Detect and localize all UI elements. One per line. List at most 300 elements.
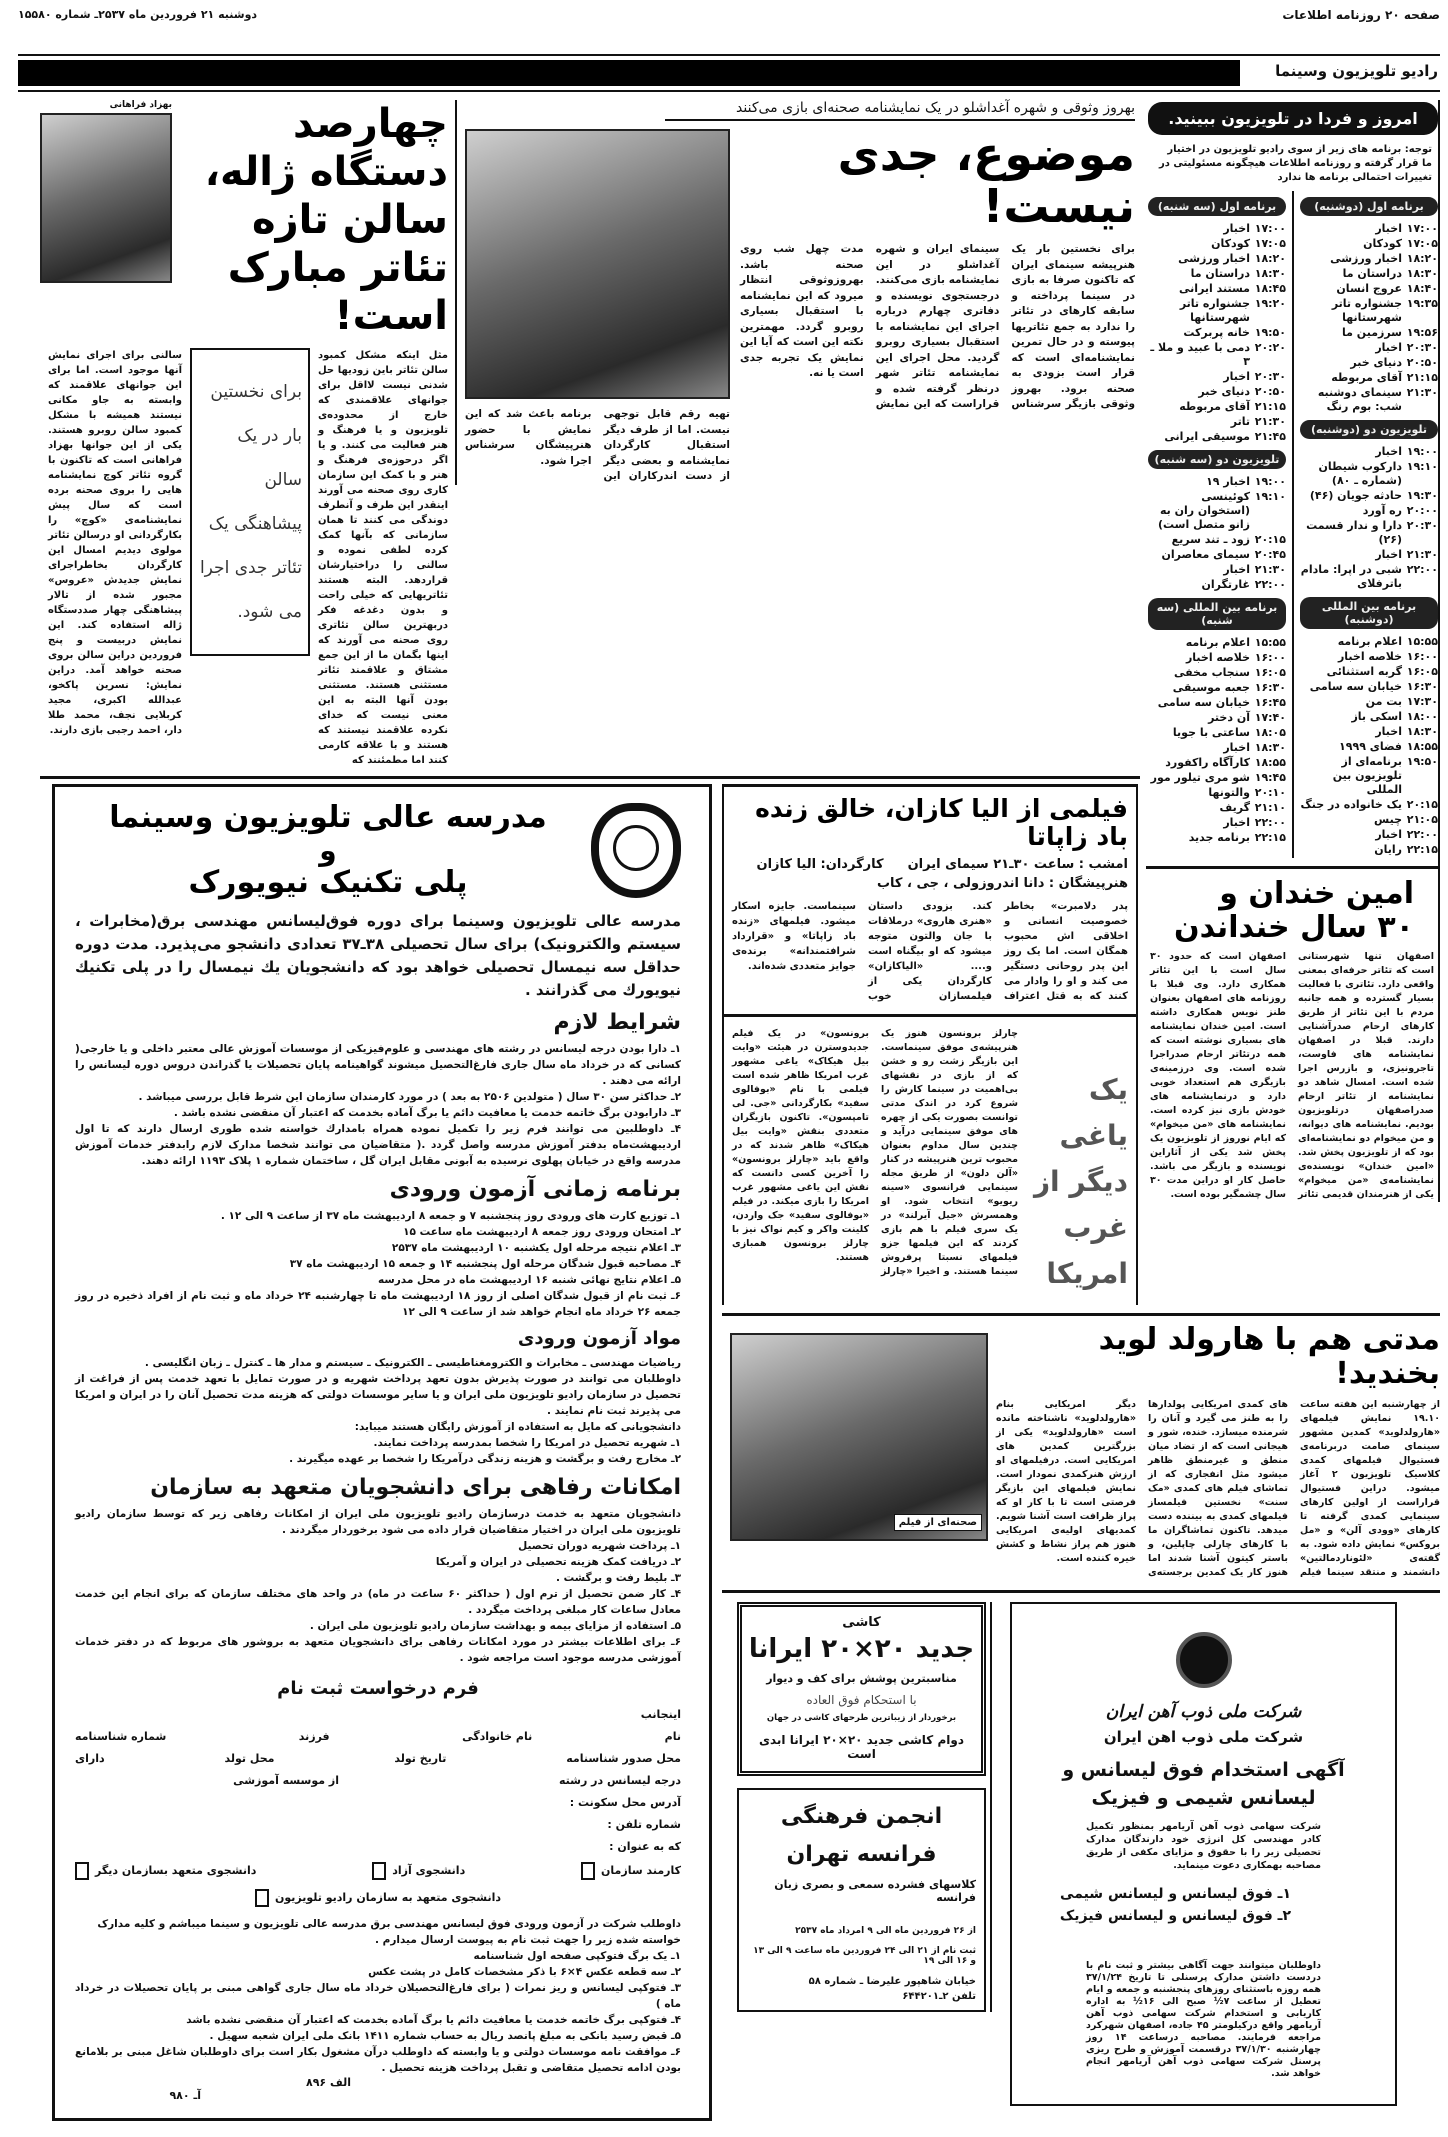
schedule-time: ۲۰:۱۵ xyxy=(1254,533,1286,546)
list-item: ۲ـ امتحان ورودی روز جمعه ۸ اردیبهشت ماه ساعت ۱۵ xyxy=(403,1225,681,1238)
french-title: انجمن فرهنگی فرانسه تهران xyxy=(780,1804,943,1867)
schedule-row xyxy=(1300,650,1438,664)
schedule-time: ۱۸:۳۰ xyxy=(1406,267,1438,280)
vosoughi-headline: موضوع، جدی نیست! xyxy=(837,127,1135,233)
schedule-row xyxy=(1148,696,1286,710)
schedule-program: اخبار ورزشی xyxy=(1178,252,1250,265)
schedule-program: آقای مربوطه xyxy=(1179,400,1250,413)
schedule-time: ۱۷:۰۰ xyxy=(1406,222,1438,235)
schedule-time: ۱۷:۰۵ xyxy=(1254,237,1286,250)
schedule-row xyxy=(1148,237,1286,251)
schedule-row xyxy=(1300,504,1438,518)
schedule-row xyxy=(1148,666,1286,680)
school-body xyxy=(75,910,681,2102)
list-item: ۶ـ برای اطلاعات بیشتر در مورد امکانات رفاهی برای دانشجویان متعهد به بروشور های مربوط که در دفتر خدمات آموزشی مدرسه موجود است مراجعه شود . xyxy=(75,1635,681,1664)
schedule-program: خیابان سه سامی xyxy=(1309,680,1402,693)
schedule-row xyxy=(1148,771,1286,785)
schedule-row xyxy=(1148,490,1286,532)
steel-intro: شرکت سهامی ذوب آهن آریامهر بمنظور تکمیل کادر مهندسی کل انرژی خود دارندگان مدارک تحصیلی زیر را با حقوق و مزایای مکفی از طریق مصاحبه بهمکاری دعوت مینماید. xyxy=(1086,1821,1321,1871)
schedule-heading: تلویزیون دو (دوشنبه) xyxy=(1300,420,1438,439)
schedule-time: ۱۹:۰۰ xyxy=(1254,475,1286,488)
schedule-time: ۱۶:۰۵ xyxy=(1254,666,1286,679)
schedule-time: ۲۰:۵۰ xyxy=(1254,385,1286,398)
schedule-row xyxy=(1300,267,1438,281)
checkbox[interactable] xyxy=(581,1862,595,1880)
schedule-row xyxy=(1300,297,1438,325)
schedule-time: ۱۸:۴۵ xyxy=(1254,282,1286,295)
kazan-top-rule xyxy=(724,784,1136,787)
schedule-row xyxy=(1300,798,1438,812)
schedule-program: اخبار ورزشی xyxy=(1330,252,1402,265)
school-title-2: و xyxy=(319,833,337,867)
schedule-program: آقای مربوطه xyxy=(1331,371,1402,384)
school-logo xyxy=(591,803,681,898)
lloyd-article xyxy=(730,1323,1440,1580)
schedule-time: ۱۷:۳۰ xyxy=(1406,695,1438,708)
schedule-program: شبی در اپرا: مادام باترفلای xyxy=(1300,563,1402,590)
schedule-program: کودکان xyxy=(1363,237,1402,250)
schedule-heading: برنامه اول (دوشنبه) xyxy=(1300,197,1438,216)
french-address: خیابان شاهپور علیرضا ـ شماره ۵۸ xyxy=(808,1976,976,1987)
schedule-row xyxy=(1148,756,1286,770)
schedule-time: ۱۷:۰۰ xyxy=(1254,222,1286,235)
schedule-program: اخبار xyxy=(1223,563,1250,576)
steel-position-1: ۱ـ فوق لیسانس و لیسانس شیمی xyxy=(1060,1886,1291,1902)
list-item: ۶ـ ثبت نام از قبول شدگان اصلی از روز ۱۸ اردیبهشت ماه تا چهارشنبه ۲۴ خرداد ماه و ثبت نام از افراد ذخیره در روز جمعه ۲۶ خرداد ماه انجام خواهد شد از ساعت ۹ الی ۱۲ xyxy=(75,1289,681,1318)
yaghi-body: چارلز برونسون هنوز یک هنرپیشه‌ی موفق سینماست. این بازیگر زشت رو و خشن که از بازی در نقشهای بی‌اهمیت در سینما کارش را شروع کرد در اندک مدتی توانست بصورت یکی از چهره های موفق سینمایی درآید و چندین سال مداوم بعنوان محبوب ترین هنرپیشه در کنار «آلن دلون» از طریق مجله سینمایی فرانسوی «سینه ریویو» انتخاب شود. او وهمسرش «جیل آیرلند» در یک سری فیلم با هم بازی کردند که این فیلمها جزو فیلمهای نسبتا پرفروش سینما هستند. و اخیرا «چارلز برونسون» در یک فیلم جدیدوسترن در هیئت «وایت بیل هیکاک» یاغی مشهور غرب امریکا ظاهر شده است فیلمی با نام «بوفالوی سفید» بکارگردانی «جی. لی تامپسون». تاکنون بازیگران متعددی بنقش «وایت بیل هیکاک» ظاهر شدند که در واقع باید «چارلز برونسون» را آخرین کسی دانست که نقش این یاغی مشهور غرب امریکا را بازی میکند. در فیلم «بوفالوی سفید» جک واردن، کلینت واکر و کیم نواک نیز با چارلز برونسون همبازی هستند. xyxy=(732,1028,1018,1277)
schedule-program: رایان xyxy=(1374,843,1402,856)
schedule-title: برنامه زمانی آزمون ورودی xyxy=(389,1176,681,1202)
list-item: ۶ـ موافقت نامه موسسات دولتی و یا وابسته که داوطلب درآن مشغول بکار است برای داوطلبان شاغل مبنی بر بلامانع بودن ادامه تحصیل متقاضی و تقبل پرداخت هزینه تحصیل . xyxy=(75,2045,681,2074)
page-label: صفحه ۲۰ روزنامه اطلاعات xyxy=(1282,8,1440,22)
option-free-student[interactable] xyxy=(372,1862,465,1880)
list-item: ۵ـ اعلام نتایج نهائی شنبه ۱۶ اردیبهشت ماه در محل مدرسه xyxy=(378,1273,681,1286)
subjects-title: مواد آزمون ورودی xyxy=(517,1327,681,1349)
school-ad xyxy=(52,784,712,2121)
form-phone[interactable]: شماره تلفن : xyxy=(607,1817,681,1831)
schedule-program: جشنواره تاتر شهرستانها xyxy=(1179,297,1250,324)
option-label: دانشجوی آزاد xyxy=(392,1863,466,1877)
list-item: دانشجویان متعهد به خدمت درسازمان رادیو تلویزیون ملی ایران از امکانات رفاهی زیر که توسط سازمان رادیو تلویزیون ملی ایران در اختیار متقاضیان قرار داده می شود برخوردار میگردند . xyxy=(75,1507,681,1536)
schedule-program: اخبار xyxy=(1375,725,1402,738)
list-item: ۲ـ دریافت کمک هزینه تحصیلی در ایران و آمریکا xyxy=(435,1555,681,1568)
schedule-program: دارا و ندار قسمت (۲۶) xyxy=(1306,519,1402,546)
schedule-row xyxy=(1300,386,1438,414)
schedule-time: ۱۹:۱۰ xyxy=(1406,460,1438,473)
schedule-time: ۲۱:۴۵ xyxy=(1254,430,1286,443)
form-birth-place[interactable]: محل تولد xyxy=(224,1751,275,1765)
schedule-time: ۲۱:۳۰ xyxy=(1406,386,1438,399)
schedule-time: ۱۹:۵۰ xyxy=(1254,326,1286,339)
schedule-row xyxy=(1148,252,1286,266)
steel-logo-text: شرکت ملی ذوب آهن ایران xyxy=(1105,1702,1302,1722)
schedule-row xyxy=(1148,726,1286,740)
list-item: ۵ـ استفاده از مزایای بیمه و بهداشت سازمان رادیو تلویزیون ملی ایران . xyxy=(309,1619,681,1632)
steel-title: آگهی استخدام فوق لیسانس و لیسانس شیمی و فیزیک xyxy=(1062,1759,1345,1809)
section-bar xyxy=(18,60,1240,86)
zhaleh-body-left: سالنی برای اجرای نمایش آنها موجود است. اما برای این جوانهای علاقمند که وابسته به جاو مکانی نیستند همیشه با مشکل کمبود سالن روبرو هستند. یکی از این جوانها بهزاد فراهانی است که تاکنون با گروه تئاتر کوچ نمایشنامه هایی را بروی صحنه برده است که سال پیش نمایشنامه‌ی «کوچ» را بکارگردانی او درسالن تئاتر مولوی دیدیم امسال این کارگردان بخاطراجرای نمایش جدیدش «عروس» مجبور شده از تالار پیشاهنگی چهار صددستگاه ژاله استفاده کند. این نمایش دربیست و پنج فروردین دراین سالن بروی صحنه خواهد آمد. دراین نمایش: نسرین پاکخو، عبدالله اکبری، مجید کربلایی نجف، محمد طلا دار، احمد رجبی بازی دارند. xyxy=(48,350,182,736)
tv-note: توجه: برنامه های زیر از سوی رادیو تلویزیون در اختیار ما قرار گرفته و روزنامه اطلاعات هیچگونه مسئولیتی در تغییرات احتمالی برنامه ها ندارد xyxy=(1158,144,1432,183)
schedule-time: ۱۹:۵۰ xyxy=(1406,755,1438,768)
schedule-row xyxy=(1148,533,1286,547)
schedule-time: ۱۶:۴۵ xyxy=(1254,696,1286,709)
schedule-program: اعلام برنامه xyxy=(1337,635,1402,648)
kashi-line-5: برخوردار از زیباترین طرحهای کاشی در جهان xyxy=(766,1713,957,1723)
bottom-ads xyxy=(737,1602,1397,2106)
schedule-program: غارتگران xyxy=(1201,578,1250,591)
schedule-row xyxy=(1300,222,1438,236)
schedule-time: ۱۹:۱۰ xyxy=(1254,490,1286,503)
schedule-program: اخبار xyxy=(1375,548,1402,561)
schedule-time: ۲۰:۲۰ xyxy=(1254,341,1286,354)
schedule-row xyxy=(1148,711,1286,725)
amin-article xyxy=(1146,877,1438,1202)
schedule-program: سیمای معاصران xyxy=(1161,548,1250,561)
list-item: ۵ـ قبض رسید بانکی به مبلغ پانصد ریال به حساب شماره ۱۴۱۱ بانک ملی ایران شعبه سهیل . xyxy=(209,2029,681,2042)
schedule-time: ۱۶:۰۰ xyxy=(1406,650,1438,663)
kazan-headline: فیلمی از الیا کازان، خالق زنده باد زاپاتا xyxy=(755,794,1128,851)
schedule-program: شو مری تیلور مور xyxy=(1150,771,1250,784)
welfare-list xyxy=(75,1506,681,1666)
schedule-program: اسکی باز xyxy=(1351,710,1402,723)
french-dates: از ۲۶ فروردین ماه الی ۹ امرداد ماه ۲۵۳۷ xyxy=(795,1926,976,1936)
schedule-time: ۲۱:۳۰ xyxy=(1406,548,1438,561)
schedule-time: ۲۱:۱۵ xyxy=(1406,371,1438,384)
zhaleh-byline: بهزاد فراهانی xyxy=(109,100,172,110)
schedule-program: خلاصه اخبار xyxy=(1337,650,1402,663)
schedule-program: گریف xyxy=(1219,801,1250,814)
list-item: ۱ـ یک برگ فتوکپی صفحه اول شناسنامه xyxy=(473,1949,681,1962)
option-staff[interactable] xyxy=(581,1862,681,1880)
form-title: فرم درخواست ثبت نام xyxy=(277,1677,479,1699)
school-title-1: مدرسه عالی تلویزیون وسینما xyxy=(109,800,547,835)
french-subtitle: کلاسهای فشرده سمعی و بصری زبان فرانسه xyxy=(774,1878,976,1904)
schedule-program: اعلام برنامه xyxy=(1185,636,1250,649)
schedule-row xyxy=(1148,341,1286,369)
schedule-program: بت من xyxy=(1365,695,1402,708)
schedule-time: ۱۹:۳۵ xyxy=(1406,297,1438,310)
form-institute[interactable]: از موسسه آموزشی xyxy=(233,1773,340,1787)
schedule-row xyxy=(1148,430,1286,444)
schedule-row xyxy=(1300,680,1438,694)
list-item: ریاضیات مهندسی ـ مخابرات و الکترومغناطیسی ـ الکترونیک ـ سیستم و مدار ها ـ کنترل ـ زبان انگلیسی . xyxy=(144,1356,681,1369)
schedule-row xyxy=(1148,400,1286,414)
schedule-row xyxy=(1148,297,1286,325)
schedule-row xyxy=(1300,843,1438,857)
schedule-program: اخبار xyxy=(1375,222,1402,235)
form-family[interactable]: نام خانوادگی xyxy=(462,1729,533,1743)
amin-headline-1: امین خندان و xyxy=(1219,876,1414,911)
schedule-row xyxy=(1300,371,1438,385)
schedule-program: کودکان xyxy=(1211,237,1250,250)
form-name[interactable]: نام xyxy=(664,1729,681,1743)
zhaleh-pullquote: برای نخستین بار در یک سالن پیشاهنگی یک تئاتر جدی اجرا می شود. xyxy=(199,382,302,622)
schedule-time: ۲۱:۳۰ xyxy=(1254,415,1286,428)
zhaleh-photo xyxy=(40,113,172,283)
option-other-org[interactable] xyxy=(75,1862,256,1880)
schedule-row xyxy=(1148,681,1286,695)
tv-tuesday xyxy=(1148,191,1286,858)
schedule-time: ۱۸:۳۰ xyxy=(1406,725,1438,738)
schedule-row xyxy=(1300,563,1438,591)
schedule-program: خلاصه اخبار xyxy=(1185,651,1250,664)
school-title-3: پلی تکنیک نیویورک xyxy=(188,864,468,900)
schedule-row xyxy=(1300,725,1438,739)
lloyd-caption: صحنه‌ای از فیلم xyxy=(894,1514,982,1531)
schedule-row xyxy=(1300,813,1438,827)
schedule-time: ۱۵:۵۵ xyxy=(1406,635,1438,648)
form-holder[interactable]: دارای xyxy=(75,1751,105,1765)
schedule-time: ۱۸:۵۵ xyxy=(1406,740,1438,753)
schedule-program: اخبار xyxy=(1375,445,1402,458)
form-undersigned: اینجانب xyxy=(640,1707,681,1721)
list-item: ۱ـ شهریه تحصیل در امریکا را شخصا بمدرسه پرداخت نمایند. xyxy=(373,1436,681,1449)
section-rule xyxy=(1146,866,1438,869)
schedule-time: ۱۸:۲۰ xyxy=(1406,252,1438,265)
schedule-program: خانه پربرکت xyxy=(1183,326,1250,339)
section-rule xyxy=(40,776,1140,779)
schedule-row xyxy=(1300,665,1438,679)
kashi-line-2: جدید ۲۰×۲۰ ایرانا xyxy=(748,1634,975,1664)
schedule-time: ۱۹:۵۶ xyxy=(1406,326,1438,339)
schedule-time: ۲۱:۱۰ xyxy=(1254,801,1286,814)
schedule-row xyxy=(1300,519,1438,547)
schedule-program: فضای ۱۹۹۹ xyxy=(1339,740,1402,753)
schedule-program: جعبه موسیقی xyxy=(1172,681,1250,694)
form-birth-date[interactable]: تاریخ تولد xyxy=(394,1751,447,1765)
schedule-program: دنیای خبر xyxy=(1350,356,1402,369)
schedule-program: تاتر xyxy=(1230,415,1250,428)
docs-list xyxy=(75,1948,681,2076)
vosoughi-article xyxy=(455,100,1135,485)
schedule-time: ۱۸:۴۰ xyxy=(1406,282,1438,295)
date-issue: دوشنبه ۲۱ فروردین ماه ۲۵۳۷ـ شماره ۱۵۵۸۰ xyxy=(18,8,258,21)
schedule-row xyxy=(1300,341,1438,355)
section-rule xyxy=(722,1590,1440,1593)
schedule-program: دراستان ما xyxy=(1190,267,1250,280)
schedule-time: ۲۰:۴۵ xyxy=(1254,548,1286,561)
option-tv-org[interactable] xyxy=(255,1889,501,1907)
checkbox[interactable] xyxy=(255,1889,269,1907)
form-degree[interactable]: درجه لیسانس در رشته xyxy=(559,1773,681,1787)
list-item: ۳ـ دارابودن برگ خاتمه خدمت یا معافیت دائم یا برگ آماده بخدمت که اعتبار آن منقضی نشده باشد . xyxy=(173,1106,681,1119)
section-title: رادیو تلویزیون وسینما xyxy=(1275,62,1438,80)
schedule-program: دنیای خبر xyxy=(1198,385,1250,398)
schedule-time: ۱۸:۰۵ xyxy=(1254,726,1286,739)
steel-ad xyxy=(1010,1602,1397,2106)
schedule-program: والتونها xyxy=(1208,786,1250,799)
kazan-body: پدر دلامبرت» بخاطر خصوصیت انسانی و اخلاقی اش محبوب همگان است. اما یک روز این پدر روحانی دستگیر می کند و او را وادار می کنند که به قتل اعتراف کند. بزودی داستان «هنری هاروی» درملاقات با جان والتون متوجه میشود که او بیگناه است و.... «الیاکازان» کارگردان یکی از فیلمسازان خوب سینماست. جایزه اسکار میشود. فیلمهای «زنده باد زاپاتا» و «قرارداد شرافتمندانه» برنده‌ی جوایز متعددی شده‌اند. xyxy=(732,901,1128,1002)
schedule-row xyxy=(1148,222,1286,236)
vosoughi-photo xyxy=(465,129,730,399)
tv-column-rule xyxy=(1292,191,1294,858)
schedule-row xyxy=(1148,651,1286,665)
list-item: ۲ـ مخارج رفت و برگشت و هزینه زندگی درآمریکا را شخصا بر عهده میگیرند . xyxy=(289,1452,681,1465)
section-rule xyxy=(724,1014,1136,1017)
list-item: ۳ـ فتوکپی لیسانس و ریز نمرات ( برای فارغ‌التحصیلان خرداد ماه سال جاری گواهی مبنی بر پایان تحصیلات در خرداد ماه ) xyxy=(75,1981,681,2010)
kashi-line-1: کاشی xyxy=(842,1615,881,1630)
right-column xyxy=(1146,100,1440,1202)
schedule-time: ۱۵:۵۵ xyxy=(1254,636,1286,649)
list-item: ۲ـ سه قطعه عکس ۴×۶ با ذکر مشخصات کامل در پشت عکس xyxy=(368,1965,681,1978)
schedule-time: ۱۸:۵۵ xyxy=(1254,756,1286,769)
schedule-row xyxy=(1300,740,1438,754)
middle-frame xyxy=(722,784,1138,1305)
schedule-time: ۱۶:۰۰ xyxy=(1254,651,1286,664)
schedule-row xyxy=(1300,356,1438,370)
schedule-program: ساعتی با جویا xyxy=(1172,726,1250,739)
schedule-time: ۲۱:۳۰ xyxy=(1254,563,1286,576)
schedule-program: مستند ایرانی xyxy=(1179,282,1250,295)
schedule-row xyxy=(1148,475,1286,489)
schedule-row xyxy=(1300,445,1438,459)
list-item: ۴ـ فتوکپی برگ خاتمه خدمت یا معافیت دائم یا برگ آماده بخدمت که اعتبار آن منقضی نشده باشد xyxy=(186,2013,681,2026)
schedule-row xyxy=(1148,831,1286,845)
schedule-time: ۲۲:۰۰ xyxy=(1254,578,1286,591)
zhaleh-article xyxy=(40,100,448,768)
schedule-row xyxy=(1148,741,1286,755)
list-item: دانشجویانی که مایل به استفاده از آموزش رایگان هستند میباید: xyxy=(354,1420,681,1433)
schedule-row xyxy=(1148,267,1286,281)
schedule-program: اخبار xyxy=(1223,370,1250,383)
schedule-program: زود ـ تند سریع xyxy=(1171,533,1250,546)
schedule-program: برنامه‌ای از تلویزیون بین المللی xyxy=(1332,755,1402,796)
option-label: دانشجوی متعهد به سازمان رادیو تلویزیون xyxy=(275,1890,502,1904)
schedule-row xyxy=(1148,326,1286,340)
schedule-program: دارکوب شیطان (شماره ـ ۸۰) xyxy=(1318,460,1402,487)
schedule-heading: برنامه بین المللی (سه شنبه) xyxy=(1148,598,1286,630)
schedule-program: اخبار xyxy=(1223,816,1250,829)
schedule-program: ره آورد xyxy=(1362,504,1402,517)
schedule-time: ۲۰:۱۰ xyxy=(1254,786,1286,799)
vosoughi-photo-text: تهیه رقم قابل توجهی نیست. اما از طرف دیگر استقبال کارگردان نمایشنامه و بعضی دیگر از دست اندرکاران این برنامه باعث شد که این نمایش با حضور هنرپیشگان سرشناس اجرا شود. xyxy=(465,408,730,482)
schedule-time: ۱۷:۴۰ xyxy=(1254,711,1286,724)
section-rule xyxy=(722,1313,1440,1316)
schedule-program: اخبار xyxy=(1223,222,1250,235)
ad-code-1: الف ۸۹۶ xyxy=(306,2075,351,2089)
schedule-program: اخبار ۱۹ xyxy=(1206,475,1250,488)
schedule-row xyxy=(1300,460,1438,488)
list-item: ۱ـ توزیع کارت های ورودی روز پنجشنبه ۷ و جمعه ۸ اردیبهشت ماه ۳۷ از ساعت ۹ الی ۱۲ . xyxy=(220,1209,681,1222)
schedule-row xyxy=(1300,635,1438,649)
exam-schedule-list xyxy=(75,1208,681,1320)
french-phone: تلفن ۲ـ۶۴۴۲۰۱ xyxy=(902,1991,976,2002)
vosoughi-body: برای نخستین بار یک هنرپیشه سینمای ایران که تاکنون صرفا به بازی در سینما پرداخته و سابقه کارهای در تئاتر را ندارد به جمع تئاتریها پیوسته و در حال تمرین نمایشنامه‌ای است که قرار است بزودی به صحنه برود. بهروز وثوقی بازیگر سرشناس سینمای ایران و شهره آغداشلو در این نمایشنامه بازی می‌کنند. درجستجوی نویسنده و دفاتری چهارم درباره اجرای این نمایشنامه با استقبال بسیاری روبرو گردید. محل اجرای این نمایشنامه تئاتر شهر درنظر گرفته شده و قراراست که این نمایش مدت چهل شب روی صحنه باشد. بهروزوثوقی انتظار میرود که این نمایشنامه با استقبال بسیاری روبرو گردد. مهمترین نکته این است که آیا این نمایش یک تجربه جدی است یا نه. xyxy=(740,243,1135,411)
schedule-program: برنامه جدید xyxy=(1188,831,1250,844)
schedule-time: ۲۲:۰۰ xyxy=(1406,828,1438,841)
schedule-time: ۲۲:۰۰ xyxy=(1254,816,1286,829)
schedule-time: ۱۹:۰۰ xyxy=(1406,445,1438,458)
subjects-list xyxy=(75,1355,681,1467)
schedule-time: ۱۹:۴۵ xyxy=(1254,771,1286,784)
schedule-program: یک خانواده در جنگ xyxy=(1300,798,1402,811)
schedule-program: عروج انسان xyxy=(1336,282,1402,295)
schedule-time: ۲۲:۱۵ xyxy=(1406,843,1438,856)
schedule-time: ۱۶:۳۰ xyxy=(1254,681,1286,694)
vosoughi-kicker: بهروز وثوقی و شهره آغداشلو در یک نمایشنامه صحنه‌ای بازی می‌کنند xyxy=(665,100,1135,121)
schedule-time: ۱۶:۳۰ xyxy=(1406,680,1438,693)
form-address[interactable]: آدرس محل سکونت : xyxy=(569,1795,681,1809)
schedule-program: اخبار xyxy=(1223,741,1250,754)
schedule-row xyxy=(1300,755,1438,797)
schedule-time: ۱۷:۰۵ xyxy=(1406,237,1438,250)
tv-monday xyxy=(1300,191,1438,858)
schedule-program: موسیقی ایرانی xyxy=(1164,430,1250,443)
kashi-ad xyxy=(737,1602,986,1776)
schedule-row xyxy=(1148,786,1286,800)
schedule-program: کارآگاه راکفورد xyxy=(1165,756,1250,769)
schedule-program: اخبار xyxy=(1375,828,1402,841)
kazan-cast: هنرپیشگان : دانا اندروزولی ، جی ، کاب xyxy=(876,876,1128,891)
schedule-time: ۲۱:۰۵ xyxy=(1406,813,1438,826)
schedule-time: ۲۰:۳۰ xyxy=(1406,341,1438,354)
school-logo-emblem xyxy=(613,825,659,871)
list-item: ۳ـ اعلام نتیجه مرحله اول یکشنبه ۱۰ اردیبهشت ماه ۲۵۳۷ xyxy=(391,1241,681,1254)
list-item: ۱ـ دارا بودن درجه لیسانس در رشته های مهندسی و علوم‌فیزیکی از موسسات آموزش عالی معتبر داخلی و یا خارجی( کسانی که در خرداد ماه سال جاری فارغ‌التحصیل میشوند گواهینامه پایان تحصیلات یا گذراندن دروس دوره لیسانس را ارائه می دهند . xyxy=(75,1042,681,1087)
schedule-program: دراستان ما xyxy=(1342,267,1402,280)
option-label: کارمند سازمان xyxy=(601,1863,681,1877)
option-label: دانشجوی متعهد بسازمان دیگر xyxy=(95,1863,257,1877)
list-item: ۲ـ حداکثر سن ۳۰ سال ( متولدین ۲۵۰۶ به بعد ) در مورد کارمندان سازمان این شرط قابل بررسی میباشد . xyxy=(138,1090,681,1103)
masthead-rule-bottom xyxy=(18,90,1440,92)
kashi-line-4: با استحکام فوق العاده xyxy=(806,1693,917,1707)
zhaleh-body-right: مثل اینکه مشکل کمبود سالن تئاتر باین زودیها حل شدنی نیست لااقل برای جوانهای علاقمندی که خارج از محدوده‌ی تلویزیون و یا فرهنگ و هنر فعالیت می کنند. و یا اگر درحوزه‌ی فرهنگ و هنر و با کمک این سازمان کاری روی صحنه می آورند اینقدر این طرف و آنطرف دوندگی می کنند تا همان سازمانی که بآنها کمک کرده لطفی نموده و سالنی را دراختیارشان قراردهد. البته هستند تئاتریهایی که خیلی راحت و بدون دغدغه فکر دربهترین سالن تئاتری روی صحنه می آورند که اینها بگمان ما از این جمع مشتاق و علاقمند تئاتر مستثنی هستند. مستثنی بودن آنها البته به این معنی نیست که خدای نکرده علاقمند نیستند که هستند و با علاقه کارمی کنند اما مطمئنند که xyxy=(318,350,448,766)
tv-title: امروز و فردا در تلویزیون ببینید. xyxy=(1148,102,1438,135)
amin-headline-2: ۳۰ سال خنداندن xyxy=(1174,909,1414,945)
checkbox[interactable] xyxy=(75,1862,89,1880)
lloyd-photo xyxy=(730,1333,988,1541)
schedule-heading: برنامه بین المللی (دوشنبه) xyxy=(1300,597,1438,629)
zhaleh-headline: چهارصد دستگاه ژاله، سالن تازه تئاتر مبارک است! xyxy=(204,101,448,339)
schedule-row xyxy=(1148,548,1286,562)
ad-code-2: آـ ۹۸۰ xyxy=(169,2088,201,2102)
list-item: ۴ـ کار ضمن تحصیل از ترم اول ( حداکثر ۶۰ ساعت در ماه) در واحد های مختلف سازمان که برای انجام این خدمت معادل ساعات کار مبلغی پرداخت میگردد . xyxy=(75,1587,681,1616)
checkbox[interactable] xyxy=(372,1862,386,1880)
schedule-program: سرزمین ما xyxy=(1342,326,1402,339)
schedule-row xyxy=(1300,326,1438,340)
schedule-time: ۱۸:۳۰ xyxy=(1254,267,1286,280)
schedule-time: ۲۲:۰۰ xyxy=(1406,563,1438,576)
schedule-time: ۲۰:۵۰ xyxy=(1406,356,1438,369)
schedule-row xyxy=(1300,695,1438,709)
french-registration: ثبت نام از ۲۱ الی ۲۴ فروردین ماه ساعت ۹ الی ۱۳ و ۱۶ الی ۱۹ xyxy=(753,1946,976,1966)
list-item: ۴ـ مصاحبه قبول شدگان مرحله اول پنجشنبه ۱۴ و جمعه ۱۵ اردیبهشت ماه ۳۷ xyxy=(289,1257,681,1270)
steel-company: شرکت ملی ذوب اهن ایران xyxy=(1103,1728,1304,1746)
form-issue-place[interactable]: محل صدور شناسنامه xyxy=(566,1751,681,1765)
list-item: ۴ـ داوطلبین می توانند فرم زیر را تکمیل نموده همراه بامدارك خواسته شده طوری ارسال دارند که تا اول اردیبهشت‌ماه بدفتر آموزش مدرسه واصل گردد .( متقاضیان می توانند شخصا مدارک لازم رابدفتر خدمات آموزش مدرسه واقع در خیابان پهلوی نرسیده به آبونی مقابل ایران گل ، ساختمان شماره ۱ پلاک ۱۱۹۳ ارائه دهند. xyxy=(75,1122,681,1167)
tv-schedule xyxy=(1146,102,1438,858)
schedule-time: ۱۸:۰۰ xyxy=(1406,710,1438,723)
form-id-no[interactable]: شماره شناسنامه xyxy=(75,1729,167,1743)
form-child-of[interactable]: فرزند xyxy=(298,1729,330,1743)
schedule-row xyxy=(1148,801,1286,815)
schedule-heading: برنامه اول (سه شنبه) xyxy=(1148,197,1286,216)
schedule-row xyxy=(1148,636,1286,650)
welfare-title: امکانات رفاهی برای دانشجویان متعهد به سازمان xyxy=(150,1474,681,1500)
schedule-row xyxy=(1300,237,1438,251)
kashi-line-6: دوام کاشی جدید ۲۰×۲۰ ایرانا ابدی است xyxy=(758,1733,964,1761)
schedule-program: حادثه جویان (۴۶) xyxy=(1309,489,1402,502)
school-intro: مدرسه عالی تلویزیون وسینما برای دوره فوق‌لیسانس مهندسی برق(مخابرات ، سیستم والکترونیک) برای سال تحصیلی ۳۸ـ۳۷ تعدادی دانشجو می‌پذیرد. مدت دوره حداقل سه نیمسال تحصیلی خواهد بود که دانشجویان یك نیمسال را در پلی تکنیك نیویورك می گذرانند . xyxy=(75,911,681,999)
schedule-row xyxy=(1300,828,1438,842)
schedule-row xyxy=(1148,415,1286,429)
kazan-when: امشب : ساعت ۳۰ـ۲۱ سیمای ایران xyxy=(907,857,1128,872)
form-as: که به عنوان : xyxy=(609,1839,681,1853)
schedule-heading: تلویزیون دو (سه شنبه) xyxy=(1148,450,1286,469)
list-item: ۳ـ بلیط رفت و برگشت . xyxy=(556,1571,681,1584)
schedule-program: کوئینسی (استخوان ران به زانو متصل است) xyxy=(1157,490,1250,531)
schedule-row xyxy=(1300,282,1438,296)
